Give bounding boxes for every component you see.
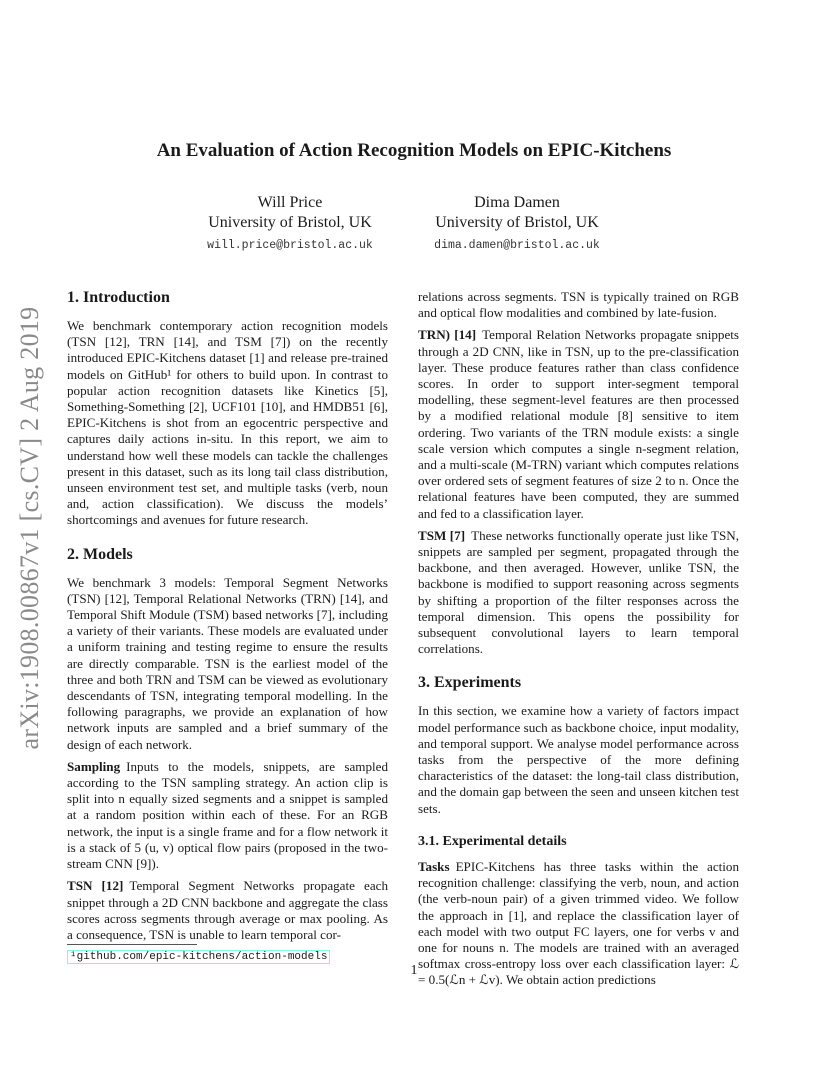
paragraph [67,759,388,872]
paper-title: An Evaluation of Action Recognition Models on EPIC-Kitchens [156,140,672,161]
left-column [67,288,388,949]
paragraph-text: Temporal Segment Networks propagate each snippet through a 2D CNN backbone and aggregate the class scores across segments through average or max pooling. As a consequence, TSN is unable to learn temporal cor- [67,878,388,942]
run-in-heading: Sampling [67,758,121,774]
paragraph: We benchmark contemporary action recognition models (TSN [12], TRN [14], and TSM [7]) on the recently introduced EPIC-Kitchens dataset [1] and release pre-trained models on GitHub¹ for others to build upon. In contrast to popular action recognition datasets like Kinetics [5], Something-Something [2], UCF101 [10], and HMDB51 [6], EPIC-Kitchens is shot from an egocentric perspective and captures daily actions in-situ. In this report, we aim to understand how well these models can tackle the challenges present in this dataset, such as its long tail class distribution, unseen environment test set, and multiple tasks (verb, noun and, action classification). We discuss the models’ shortcomings and avenues for future research. [67,318,388,528]
arxiv-sidebar [12,286,48,770]
page-number: 1 [410,963,418,978]
footnote-rule [67,944,197,945]
author-email[interactable]: dima.damen@bristol.ac.uk [434,239,600,252]
paragraph-text: EPIC-Kitchens has three tasks within the action recognition challenge: classifying the verb, noun, and action (the verb-noun pair) of a given trimmed video. We follow the approach in [1], and replace the classification layer of each model with two output FC layers, one for verbs v and one for nouns n. The models are trained with an averaged softmax cross-entropy loss over each classification layer: ℒ = 0.5(ℒn + ℒv). We obtain action predictions [418,858,739,988]
section-heading: 2. Models [67,545,133,563]
footnote[interactable] [67,951,330,963]
author-affiliation: University of Bristol, UK [435,214,599,231]
section-heading: 3. Experiments [418,674,522,692]
paragraph-text: Inputs to the models, snippets, are sampled according to the TSN sampling strategy. An action clip is split into n equally sized segments and a snippet is sampled at a random position within each of these. For an RGB network, the input is a single frame and for a flow network it is a stack of 5 (u, v) optical flow pairs (proposed in the two-stream CNN [9]). [67,758,388,872]
right-column [418,289,739,995]
section-heading: 1. Introduction [67,289,170,306]
author-name: Will Price [257,194,323,211]
paragraph: In this section, we examine how a variety of factors impact model performance such as backbone choice, input modality, and temporal support. We analyse model performance across tasks from the perspective of the more defining characteristics of the dataset: the long-tail class distribution, and the domain gap between the seen and unseen kitchen test sets. [418,703,739,816]
subsection-heading: 3.1. Experimental details [418,833,567,849]
author-name: Dima Damen [474,194,560,211]
paragraph-text: These networks functionally operate just like TSN, snippets are sampled per segment, propagated through the backbone, and then averaged. However, unlike TSN, the backbone is modified to support reasoning across segments by shifting a proportion of the filter responses across the temporal dimension. This opens the possibility for subsequent convolutional layers to learn temporal correlations. [418,527,740,657]
paragraph-text: Temporal Relation Networks propagate snippets through a 2D CNN, like in TSN, up to the pre-classification layer. These produce features rather than class confidence scores. In order to support inter-segment temporal modelling, these segment-level features are then processed by a modified relational module [8] sensitive to item ordering. Two variants of the TRN module exists: a single scale version which computes a single n-segment relation, and a multi-scale (M-TRN) variant which computes relations over ordered sets of segment features of size 2 to n. Once the relational features have been computed, they are summed and fed to a classification layer. [418,327,739,521]
paragraph [418,528,739,658]
author-affiliation: University of Bristol, UK [208,214,372,231]
run-in-heading: Tasks [418,858,450,874]
paragraph [418,327,739,521]
run-in-heading: TRN) [14] [418,327,477,343]
run-in-heading: TSM [7] [418,527,466,543]
author-block [170,193,410,256]
author-email[interactable]: will.price@bristol.ac.uk [207,239,373,252]
author-block [397,193,637,256]
paragraph: relations across segments. TSN is typically trained on RGB and optical flow modalities and combined by late-fusion. [418,289,739,321]
paragraph [67,878,388,943]
run-in-heading: TSN [12] [67,878,124,894]
footnote-link[interactable]: ¹github.com/epic-kitchens/action-models [67,950,330,964]
arxiv-identifier: arXiv:1908.00867v1 [cs.CV] 2 Aug 2019 [15,306,44,750]
paragraph: We benchmark 3 models: Temporal Segment Networks (TSN) [12], Temporal Relational Networks (TRN) [14], and Temporal Shift Module (TSM) based networks [7], including a variety of their variants. These models are evaluated under a uniform training and testing regime to ensure the results are directly comparable. TSN is the earliest model of the three and both TRN and TSM can be viewed as evolutionary descendants of TSN, integrating temporal modelling. In the following paragraphs, we provide an explanation of how network inputs are sampled and a brief summary of the design of each network. [67,574,388,752]
